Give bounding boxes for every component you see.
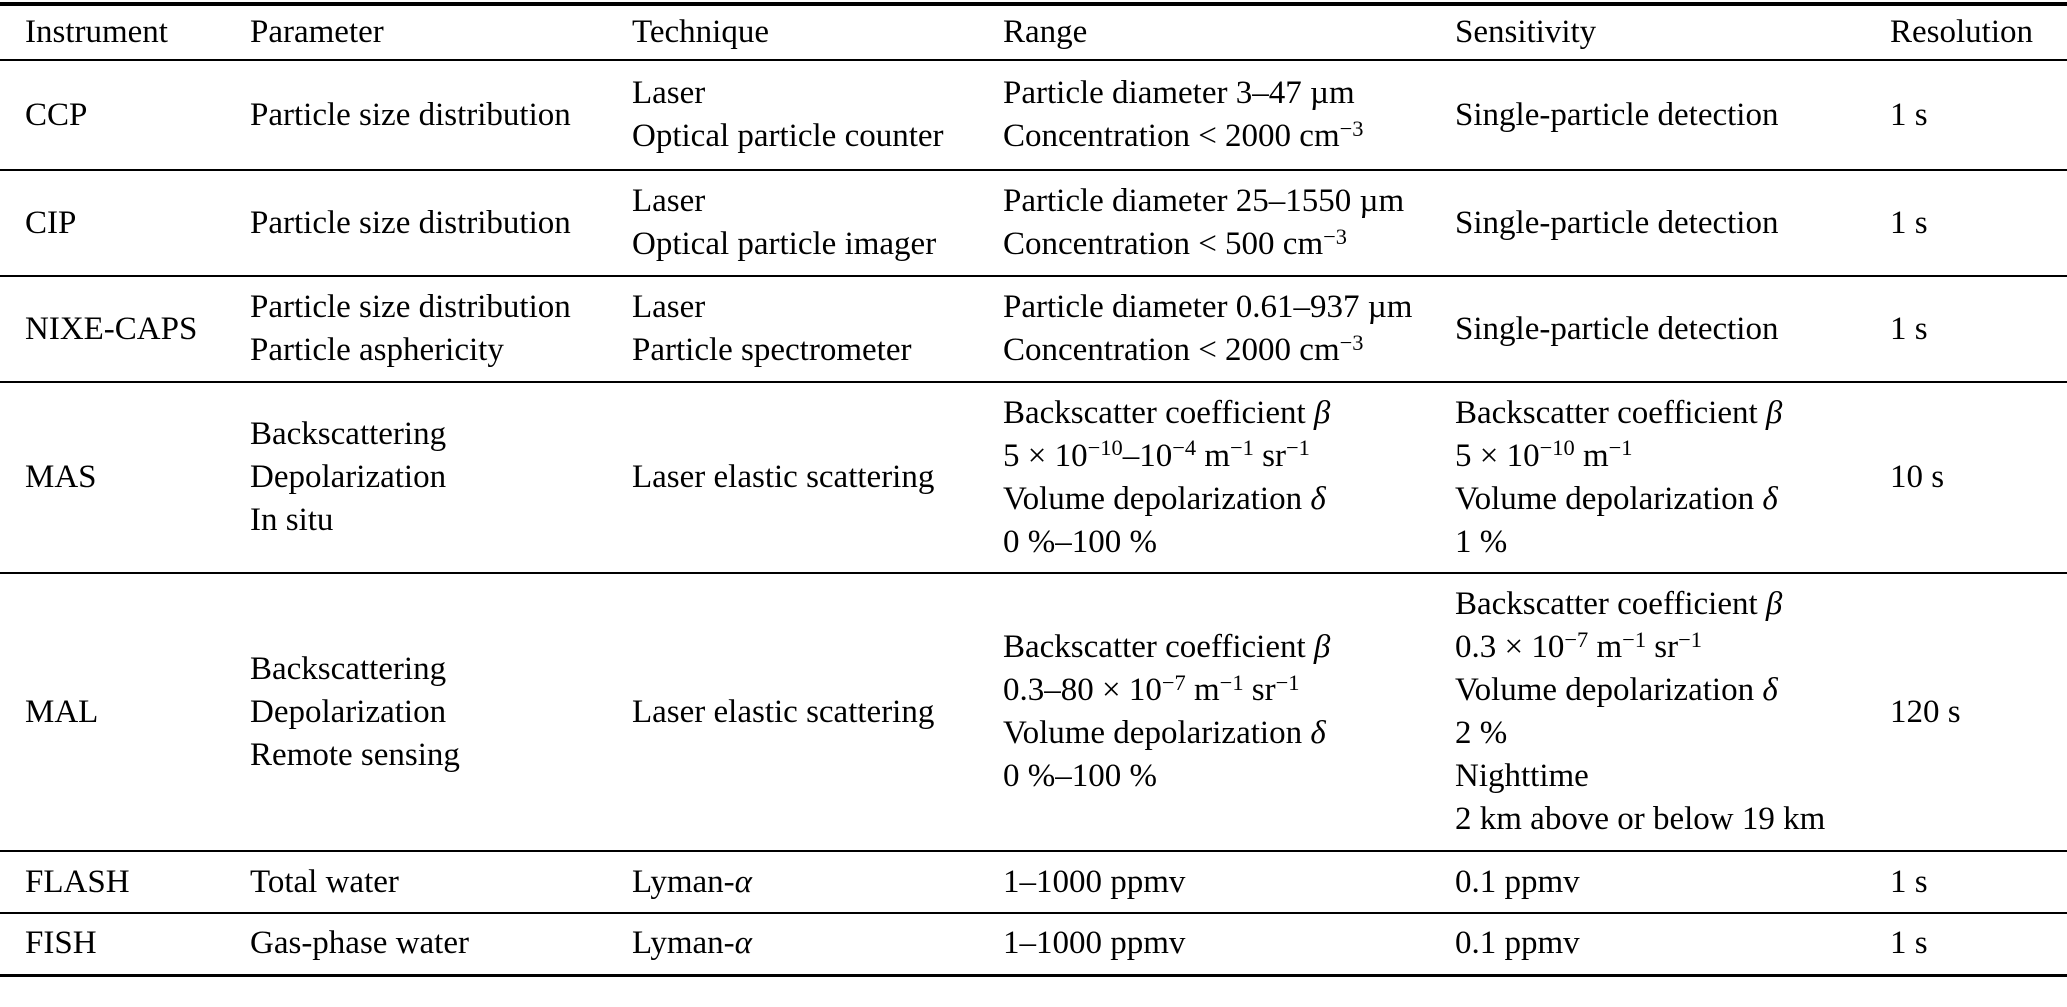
table-row-fish	[0, 913, 2067, 975]
cell-line: $5 \times 10^{-10}$ $m^{-1}$	[1455, 435, 1633, 474]
cell-range	[1003, 276, 1455, 382]
cell-sensitivity	[1455, 382, 1890, 573]
cell-line: MAS	[25, 459, 97, 495]
cell-line: FLASH	[25, 863, 130, 900]
cell-range	[1003, 573, 1455, 851]
cell-instrument	[0, 913, 250, 975]
column-header-range: Range	[1003, 14, 1088, 50]
cell-line: In situ	[250, 502, 334, 538]
cell-line: Volume depolarization δ	[1455, 672, 1778, 708]
cell-line: 1 s	[1890, 96, 1928, 133]
cell-resolution	[1890, 60, 2067, 170]
cell-range	[1003, 851, 1455, 913]
table-row-nixe-caps	[0, 276, 2067, 382]
table-row-ccp	[0, 60, 2067, 170]
cell-line: Lyman-α	[632, 863, 752, 900]
cell-resolution	[1890, 851, 2067, 913]
column-header-parameter: Parameter	[250, 14, 384, 50]
cell-line: 1 s	[1890, 310, 1928, 347]
cell-technique	[632, 573, 1003, 851]
cell-line: CCP	[25, 96, 88, 133]
cell-sensitivity	[1455, 851, 1890, 913]
cell-resolution	[1890, 276, 2067, 382]
cell-line: Depolarization	[250, 693, 447, 730]
cell-instrument	[0, 573, 250, 851]
cell-parameter	[250, 382, 632, 573]
cell-line: Backscattering	[250, 650, 447, 687]
table-row-mas	[0, 382, 2067, 573]
cell-line: $5 \times 10^{-10}-10^{-4}$ $m^{-1}$ $sr^{-1}$	[1003, 435, 1310, 474]
cell-line: 1–1000 ppmv	[1003, 925, 1186, 962]
cell-line: Particle size distribution	[250, 289, 571, 325]
cell-line: 1–1000 ppmv	[1003, 863, 1186, 900]
cell-line: Total water	[250, 863, 399, 900]
cell-line: 0 %–100 %	[1003, 758, 1157, 794]
cell-line: Laser	[632, 183, 706, 219]
cell-line: Single-particle detection	[1455, 204, 1779, 241]
cell-sensitivity	[1455, 913, 1890, 975]
cell-line: 1 s	[1890, 925, 1928, 962]
cell-line: Volume depolarization δ	[1003, 480, 1326, 517]
cell-line: 1 s	[1890, 863, 1928, 900]
cell-resolution	[1890, 913, 2067, 975]
cell-parameter	[250, 170, 632, 276]
cell-line: Single-particle detection	[1455, 96, 1779, 133]
column-header-technique: Technique	[632, 14, 769, 50]
cell-resolution	[1890, 382, 2067, 573]
cell-line: Particle size distribution	[250, 96, 571, 133]
cell-sensitivity	[1455, 276, 1890, 382]
cell-range	[1003, 382, 1455, 573]
cell-instrument	[0, 60, 250, 170]
table-row-cip	[0, 170, 2067, 276]
cell-line: Laser elastic scattering	[632, 459, 935, 495]
cell-line: Laser elastic scattering	[632, 693, 935, 730]
cell-line: $0.3 \times 10^{-7}$ $m^{-1}$ $sr^{-1}$	[1455, 626, 1703, 665]
table-row-mal	[0, 573, 2067, 851]
cell-line: FISH	[25, 925, 97, 962]
cell-line: Backscattering	[250, 416, 447, 452]
cell-line: Single-particle detection	[1455, 310, 1779, 347]
table-row-flash	[0, 851, 2067, 913]
cell-range	[1003, 170, 1455, 276]
cell-technique	[632, 60, 1003, 170]
cell-resolution	[1890, 170, 2067, 276]
cell-line: 1 %	[1455, 523, 1508, 560]
cell-line: 2 %	[1455, 715, 1508, 751]
cell-instrument	[0, 170, 250, 276]
table-header	[0, 4, 2067, 60]
cell-line: Backscatter coefficient β	[1003, 394, 1331, 431]
cell-line: MAL	[25, 693, 99, 730]
cell-line: CIP	[25, 204, 77, 241]
cell-line: Particle size distribution	[250, 204, 571, 241]
cell-line: $0.3-80 \times 10^{-7}$ $m^{-1}$ $sr^{-1}$	[1003, 669, 1300, 708]
cell-instrument	[0, 851, 250, 913]
cell-line: Concentration < 2000 $cm^{-3}$	[1003, 115, 1364, 154]
cell-instrument	[0, 382, 250, 573]
cell-line: NIXE-CAPS	[25, 310, 198, 347]
cell-sensitivity	[1455, 573, 1890, 851]
cell-line: 120 s	[1890, 693, 1961, 730]
cell-line: Particle diameter 0.61–937 µm	[1003, 289, 1413, 325]
cell-range	[1003, 913, 1455, 975]
table-header-row	[0, 4, 2067, 60]
cell-parameter	[250, 573, 632, 851]
cell-line: Backscatter coefficient β	[1455, 394, 1783, 431]
cell-line: Optical particle imager	[632, 226, 937, 262]
cell-parameter	[250, 60, 632, 170]
cell-line: Nighttime	[1455, 758, 1589, 794]
cell-line: 10 s	[1890, 459, 1945, 495]
cell-line: Laser	[632, 289, 706, 325]
cell-line: 0.1 ppmv	[1455, 863, 1580, 900]
column-header-sensitivity: Sensitivity	[1455, 14, 1597, 50]
cell-line: Optical particle counter	[632, 118, 944, 154]
cell-technique	[632, 276, 1003, 382]
cell-range	[1003, 60, 1455, 170]
cell-line: Lyman-α	[632, 925, 752, 962]
cell-line: Backscatter coefficient β	[1455, 586, 1783, 622]
cell-line: 2 km above or below 19 km	[1455, 801, 1826, 837]
cell-line: Gas-phase water	[250, 925, 469, 962]
cell-line: 1 s	[1890, 204, 1928, 241]
cell-resolution	[1890, 573, 2067, 851]
cell-parameter	[250, 851, 632, 913]
cell-sensitivity	[1455, 170, 1890, 276]
cell-parameter	[250, 913, 632, 975]
cell-line: Particle asphericity	[250, 332, 504, 368]
cell-line: Concentration < 500 $cm^{-3}$	[1003, 223, 1347, 262]
cell-line: Particle diameter 25–1550 µm	[1003, 183, 1405, 219]
cell-technique	[632, 851, 1003, 913]
cell-line: Particle diameter 3–47 µm	[1003, 75, 1355, 111]
table-body	[0, 60, 2067, 975]
cell-line: Concentration < 2000 $cm^{-3}$	[1003, 329, 1364, 368]
cell-line: Particle spectrometer	[632, 332, 912, 368]
cell-technique	[632, 913, 1003, 975]
cell-technique	[632, 382, 1003, 573]
instrument-table	[0, 2, 2067, 977]
cell-sensitivity	[1455, 60, 1890, 170]
cell-parameter	[250, 276, 632, 382]
cell-line: Backscatter coefficient β	[1003, 629, 1331, 665]
cell-instrument	[0, 276, 250, 382]
cell-line: 0 %–100 %	[1003, 523, 1157, 560]
cell-line: Remote sensing	[250, 736, 460, 773]
column-header-instrument: Instrument	[25, 14, 168, 50]
cell-line: 0.1 ppmv	[1455, 925, 1580, 962]
cell-line: Volume depolarization δ	[1003, 715, 1326, 751]
column-header-resolution: Resolution	[1890, 14, 2034, 50]
cell-line: Depolarization	[250, 459, 447, 495]
cell-line: Laser	[632, 75, 706, 111]
cell-technique	[632, 170, 1003, 276]
cell-line: Volume depolarization δ	[1455, 480, 1778, 517]
